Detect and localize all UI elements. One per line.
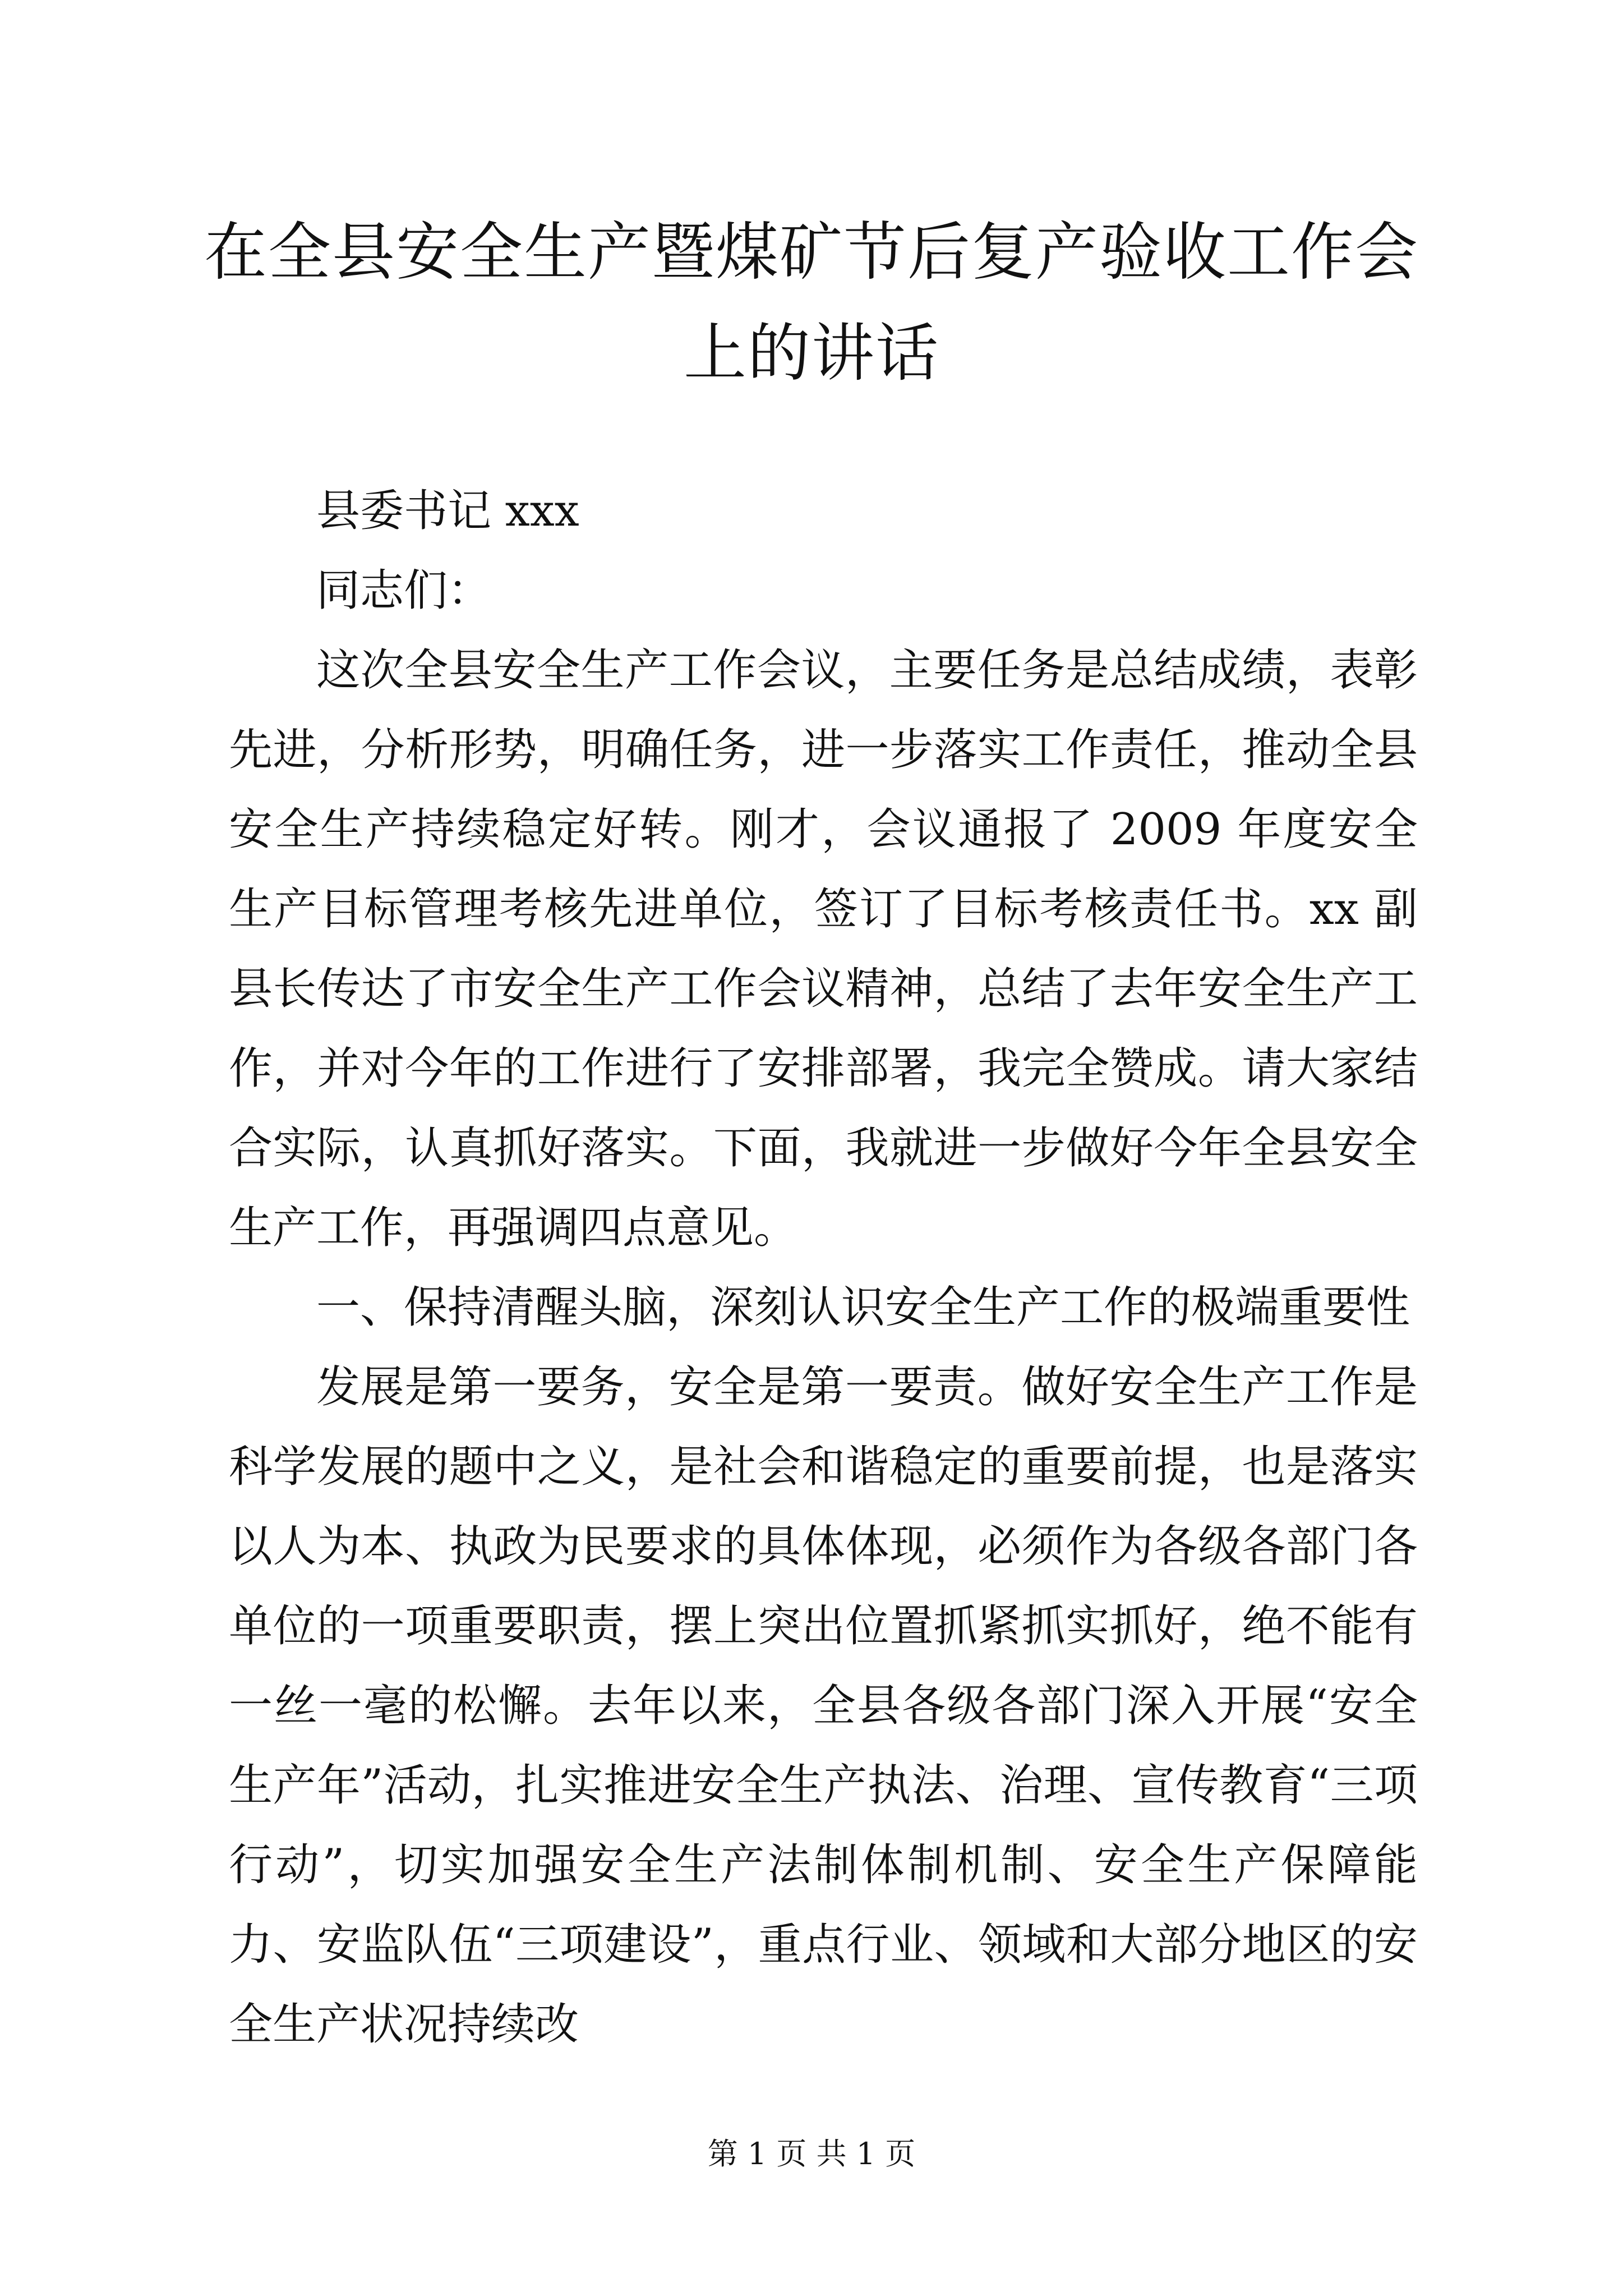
section-heading: 一、保持清醒头脑，深刻认识安全生产工作的极端重要性 — [316, 1282, 1410, 1333]
document-title: 在全县安全生产暨煤矿节后复产验收工作会上的讲话 — [204, 216, 1419, 390]
page-footer: 第 1 页 共 1 页 — [707, 2136, 916, 2171]
salutation: 同志们： — [316, 565, 492, 616]
paragraph: 发展是第一要务，安全是第一要责。做好安全生产工作是科学发展的题中之义，是社会和谐稳定的重要前提，也是落实以人为本、执政为民要求的具体体现，必须作为各级各部门各单位的一项重要职责，摆上突出位置抓紧抓实抓好，绝不能有一丝一毫的松懈。去年以来，全县各级各部门深入开展“安全生产年”活动，扎实推进安全生产执法、治理、宣传教育“三项行动”，切实加强安全生产法制体制机制、安全生产保障能力、安监队伍“三项建设”，重点行业、领域和大部分地区的安全生产状况持续改 — [229, 1362, 1418, 2050]
paragraph: 这次全县安全生产工作会议，主要任务是总结成绩，表彰先进，分析形势，明确任务，进一步落实工作责任，推动全县安全生产持续稳定好转。刚才，会议通报了 2009 年度安全生产目标管理考核先进单位，签订了目标考核责任书。xx 副县长传达了市安全生产工作会议精神，总结了去年安全生产工作，并对今年的工作进行了安排部署，我完全赞成。请大家结合实际，认真抓好落实。下面，我就进一步做好今年全县安全生产工作，再强调四点意见。 — [229, 645, 1418, 1253]
author-line: 县委书记 xxx — [316, 486, 579, 536]
document-body — [229, 471, 1418, 2064]
